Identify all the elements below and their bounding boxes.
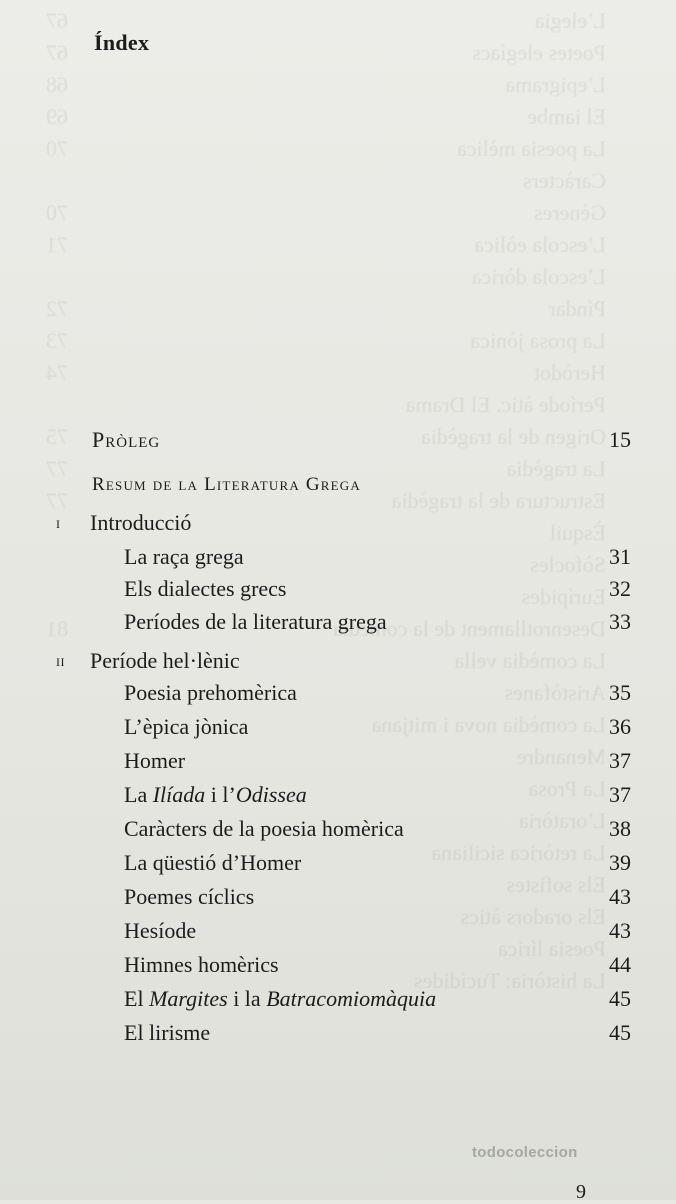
toc-entry[interactable] [0,812,676,846]
toc-chapter-1[interactable] [0,506,676,540]
toc-entry[interactable] [0,676,676,710]
toc-entry-label: Hesíode [124,918,197,943]
toc-entry-page: 15 [609,427,631,452]
toc-entry-page: 45 [609,1020,631,1045]
toc-entry[interactable] [0,605,676,639]
chapter-title: Període hel·lènic [90,648,240,673]
toc-entry-label: El lirisme [124,1020,211,1045]
toc-entry[interactable] [0,948,676,982]
toc-entry-label: Himnes homèrics [124,952,279,977]
chapter-title: Introducció [90,510,192,535]
toc-entry-page: 37 [609,748,631,773]
toc-chapter-2[interactable] [0,644,676,678]
toc-entry[interactable] [0,1016,676,1050]
toc-entry-label: Homer [124,748,186,773]
chapter-number: i [56,513,61,532]
toc-entry-page: 38 [609,816,631,841]
section-heading: Resum de la Literatura Grega [92,474,361,495]
toc-entry[interactable] [0,914,676,948]
toc-entry-page: 33 [609,609,631,634]
toc-entry[interactable] [0,846,676,880]
toc-entry-page: 44 [609,952,631,977]
toc-entry-proleg[interactable] [0,423,676,457]
toc-entry-page: 39 [609,850,631,875]
toc-entry-page: 36 [609,714,631,739]
toc-entry-page: 32 [609,576,631,601]
toc-entry[interactable] [0,710,676,744]
toc-entry[interactable] [0,880,676,914]
toc-entry-label: Poemes cíclics [124,884,255,909]
toc-entry-page: 35 [609,680,631,705]
toc-entry[interactable] [0,572,676,606]
toc-entry-page: 45 [609,986,631,1011]
toc-entry-label: L’èpica jònica [124,714,249,739]
toc-entry-label: La qüestió d’Homer [124,850,302,875]
italic-title: Odissea [235,782,307,807]
page-number: 9 [576,1181,586,1203]
toc-entry-label: Pròleg [92,427,161,452]
toc-entry-label: La Ilíada i l’Odissea [124,782,307,807]
page-title: Índex [94,30,150,55]
toc-entry-label: La raça grega [124,544,244,569]
toc-entry-page: 37 [609,782,631,807]
toc-entry-label: Els dialectes grecs [124,576,287,601]
toc-entry-label: El Margites i la Batracomiomàquia [124,986,437,1011]
toc-entry[interactable] [0,778,676,812]
toc-entry-label: Períodes de la literatura grega [124,609,387,634]
italic-title: Margites [149,986,228,1011]
toc-entry[interactable] [0,540,676,574]
toc-entry-page: 43 [609,884,631,909]
watermark-logo: todocoleccion [472,1144,578,1161]
toc-entry[interactable] [0,744,676,778]
toc-entry-page: 31 [609,544,631,569]
chapter-number: ii [56,651,65,670]
toc-entry[interactable] [0,982,676,1016]
toc-entry-label: Caràcters de la poesia homèrica [124,816,404,841]
italic-title: Batracomiomàquia [266,986,437,1011]
toc-entry-page: 43 [609,918,631,943]
italic-title: Ilíada [152,782,206,807]
toc-entry-label: Poesia prehomèrica [124,680,297,705]
